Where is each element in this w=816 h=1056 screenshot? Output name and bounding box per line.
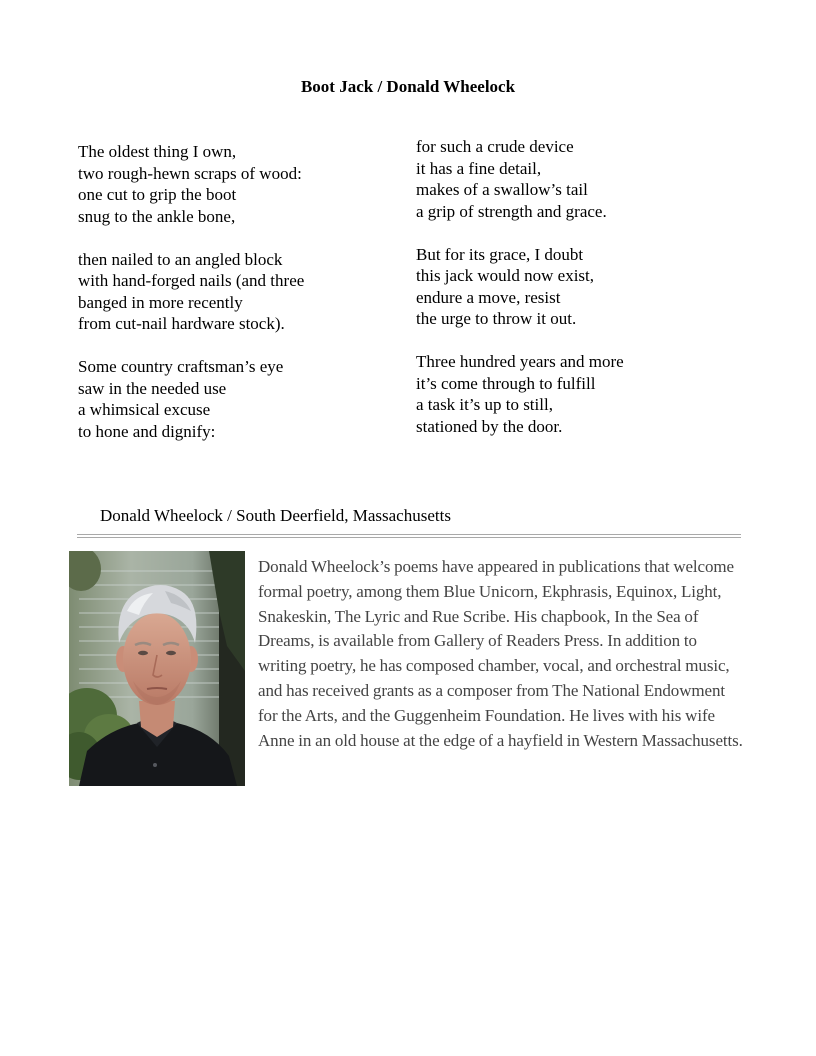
poem-line: The oldest thing I own, bbox=[78, 142, 237, 161]
stanza bbox=[78, 249, 304, 335]
poem-line: with hand-forged nails (and three bbox=[78, 271, 305, 290]
poem-line: from cut-nail hardware stock). bbox=[78, 314, 285, 333]
poem-line: it’s come through to fulfill bbox=[416, 373, 596, 393]
poem-line: one cut to grip the boot bbox=[78, 185, 237, 204]
poem-line: a grip of strength and grace. bbox=[416, 201, 607, 221]
author-bio: Donald Wheelock’s poems have appeared in publications that welcome formal poetry, among them Blue Unicorn, Ekphrasis, Equinox, Light, Snakeskin, The Lyric and Rue Scribe. His chapbook, In the Sea of Dreams, is available from Gallery of Readers Press. In addition to writing poetry, he has composed chamber, vocal, and orchestral music, and has received grants as a composer from The National Endowment for the Arts, and the Guggenheim Foundation. He lives with his wife Anne in an old house at the edge of a hayfield in Western Massachusetts. bbox=[258, 557, 743, 750]
poem-line: a task it’s up to still, bbox=[416, 395, 553, 414]
stanza bbox=[78, 356, 304, 442]
poem-line: a whimsical excuse bbox=[78, 400, 211, 419]
poem-line: Some country craftsman’s eye bbox=[78, 357, 284, 376]
poem-title: Boot Jack / Donald Wheelock bbox=[300, 77, 516, 96]
poem-line: the urge to throw it out. bbox=[416, 309, 577, 328]
poem-line: makes of a swallow’s tail bbox=[416, 180, 588, 199]
poem-line: snug to the ankle bone, bbox=[78, 206, 236, 226]
author-byline: Donald Wheelock / South Deerfield, Massachusetts bbox=[100, 506, 451, 525]
stanza bbox=[416, 136, 624, 222]
poem-line: to hone and dignify: bbox=[78, 421, 216, 441]
stanza bbox=[416, 244, 624, 330]
poem-line: then nailed to an angled block bbox=[78, 249, 283, 269]
poem-line: it has a fine detail, bbox=[416, 158, 542, 178]
poem-line: this jack would now exist, bbox=[416, 266, 595, 285]
poem-line: Three hundred years and more bbox=[416, 352, 624, 371]
poem-line: saw in the needed use bbox=[78, 378, 227, 398]
poem-line: endure a move, resist bbox=[416, 287, 561, 307]
poem-line: stationed by the door. bbox=[416, 416, 563, 436]
divider bbox=[77, 537, 741, 538]
poem-line: banged in more recently bbox=[78, 292, 243, 312]
stanza bbox=[416, 351, 624, 437]
poem-line: for such a crude device bbox=[416, 137, 574, 156]
poem-right-column bbox=[416, 136, 624, 459]
divider bbox=[77, 534, 741, 535]
poem-left-column bbox=[78, 141, 304, 464]
poem-line: But for its grace, I doubt bbox=[416, 244, 584, 264]
poem-line: two rough-hewn scraps of wood: bbox=[78, 163, 302, 183]
stanza bbox=[78, 141, 304, 227]
author-photo bbox=[69, 551, 245, 786]
